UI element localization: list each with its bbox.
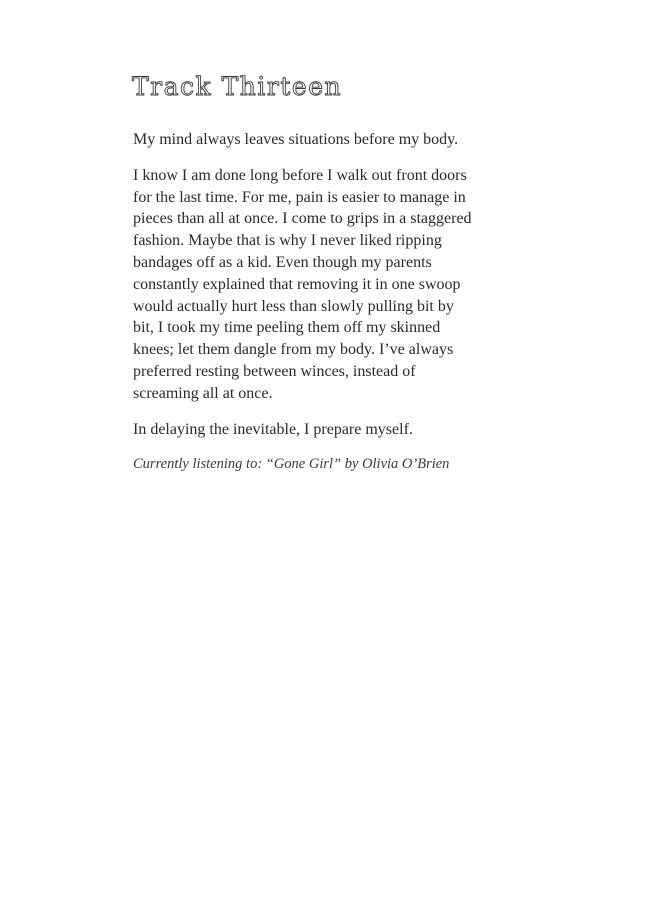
page-title: Track Thirteen [132, 72, 343, 101]
paragraph-2: I know I am done long before I walk out front doors for the last time. For me, pain is easier to manage in pieces than all at once. I come to grips in a staggered fashion. Maybe that is why I never liked ripping bandages off as a kid. Even though my parents constantly explained that removing it in one swoop would actually hurt less than slowly pulling bit by bit, I took my time peeling them off my skinned knees; let them dangle from my body. I’ve always preferred resting between winces, instead of screaming all at once. [133, 166, 472, 402]
listening-caption: Currently listening to: “Gone Girl” by Olivia O’Brien [133, 456, 450, 473]
paragraph-3: In delaying the inevitable, I prepare myself. [133, 420, 413, 438]
body-text [133, 129, 473, 490]
paragraph-1: My mind always leaves situations before my body. [133, 131, 459, 148]
